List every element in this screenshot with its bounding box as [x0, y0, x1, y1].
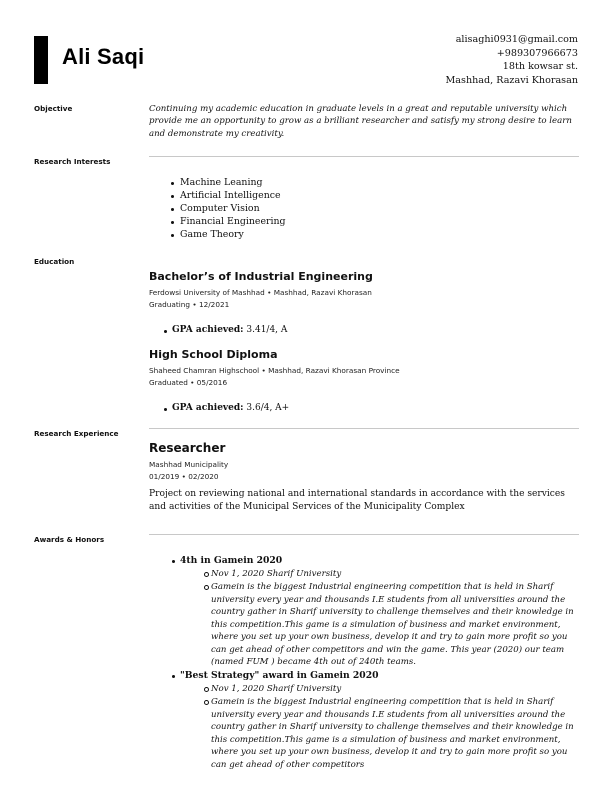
education-institution: Ferdowsi University of Mashhad • Mashhad, Razavi Khorasan [149, 288, 372, 297]
education-gpa [172, 325, 287, 335]
section-label-awards: Awards & Honors [34, 535, 105, 544]
award-date: Nov 1, 2020 Sharif University [211, 683, 583, 696]
list-item: Game Theory [171, 229, 286, 242]
section-label-education: Education [34, 257, 75, 266]
gpa-label: GPA achieved: [172, 325, 244, 335]
experience-description: Project on reviewing national and international standards in accordance with the services and activities of the Municipal Services of the Municipality Complex [149, 489, 565, 512]
experience-title: Researcher [149, 441, 226, 455]
education-title: Bachelor’s of Industrial Engineering [149, 270, 373, 283]
award-description: Gamein is the biggest Industrial engineering competition that is held in Sharif university every year and thousands I.E students from all universities around the country gather in Sharif university to challenge themselves and their knowledge in this competition.This game is a simulation of business and market environment, where you set up your own business, develop it and try to gain more profit so you can get ahead of other competitors [211, 696, 583, 771]
name-accent-bar [34, 36, 48, 84]
experience-organization: Mashhad Municipality [149, 460, 229, 469]
contact-email[interactable]: alisaghi0931@gmail.com [455, 34, 578, 45]
contact-city: Mashhad, Razavi Khorasan [445, 74, 578, 86]
education-date: Graduating • 12/2021 [149, 300, 230, 309]
list-item: Machine Leaning [171, 177, 286, 190]
section-label-objective: Objective [34, 104, 73, 113]
education-gpa [172, 403, 289, 413]
section-label-research-interests: Research Interests [34, 157, 111, 166]
list-item: Financial Engineering [171, 216, 286, 229]
education-date: Graduated • 05/2016 [149, 378, 228, 387]
section-divider [149, 156, 579, 157]
section-divider [149, 534, 579, 535]
award-description: Gamein is the biggest Industrial engineering competition that is held in Sharif university every year and thousands I.E students from all universities around the country gather in Sharif university to challenge themselves and their knowledge in this competition.This game is a simulation of business and market environment, where you set up your own business, develop it and try to gain more profit so you can get ahead of other competitors and win the game. This year (2020) our team (named FUM ) became 4th out of 240th teams. [211, 581, 583, 669]
award-title: 4th in Gamein 2020 [180, 555, 283, 566]
section-divider [149, 428, 579, 429]
gpa-value: 3.41/4, A [246, 325, 288, 335]
award-date: Nov 1, 2020 Sharif University [211, 568, 583, 581]
list-item: Computer Vision [171, 203, 286, 216]
research-interests-list [171, 177, 286, 242]
candidate-name: Ali Saqi [62, 44, 145, 69]
award-title: "Best Strategy" award in Gamein 2020 [180, 670, 379, 681]
education-institution: Shaheed Chamran Highschool • Mashhad, Razavi Khorasan Province [149, 366, 400, 375]
experience-date: 01/2019 • 02/2020 [149, 472, 219, 481]
education-title: High School Diploma [149, 348, 278, 361]
gpa-label: GPA achieved: [172, 403, 244, 413]
contact-phone: +989307966673 [496, 47, 578, 59]
contact-block [445, 33, 578, 87]
contact-street: 18th kowsar st. [502, 61, 578, 73]
list-item: Artificial Intelligence [171, 190, 286, 203]
gpa-value: 3.6/4, A+ [246, 403, 290, 413]
objective-text: Continuing my academic education in graduate levels in a great and reputable university which provide me an opportunity to grow as a brilliant researcher and satisfy my strong desire to learn and demonstrate my creativity. [149, 104, 572, 139]
section-label-research-experience: Research Experience [34, 429, 119, 438]
